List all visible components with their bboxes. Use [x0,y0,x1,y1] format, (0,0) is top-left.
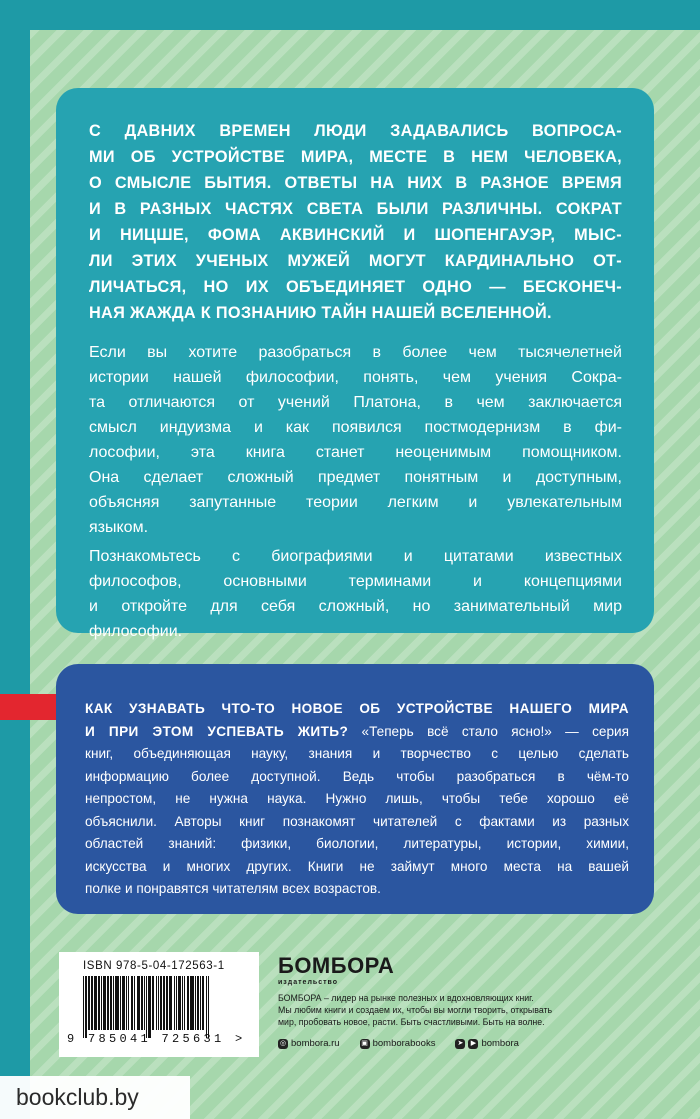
barcode-bar [166,976,167,1030]
social-website[interactable] [278,1038,340,1049]
barcode-bar [174,976,175,1030]
social-website-label: bombora.ru [291,1038,340,1049]
text-line: философии. [89,623,183,640]
barcode-bar [122,976,124,1030]
barcode-bar [146,976,147,1038]
publisher-logo: БОМБОРА [278,953,395,978]
barcode-bar [160,976,161,1030]
barcode-bar [200,976,201,1030]
text-line: лософии, эта книга станет неоценимым помощником. [89,444,622,461]
barcode-bar [137,976,141,1030]
barcode-bar [120,976,121,1030]
barcode-bar [144,976,145,1030]
series-headline: КАК УЗНАВАТЬ ЧТО-ТО НОВОЕ ОБ УСТРОЙСТВЕ НАШЕГО МИРА [85,701,629,716]
barcode-bar [131,976,133,1030]
text-line: та отличаются от учений Платона, в чем заключается [89,394,622,411]
series-line: непростом, не нужна наука. Нужно лишь, чтобы тебе хорошо её [85,791,629,806]
social-books[interactable] [360,1038,436,1049]
series-line [85,721,629,744]
text-line: философов, основными терминами и концепциями [89,573,622,590]
publisher-block [278,955,618,1049]
publisher-text-line: Мы любим книги и создаем их, чтобы вы могли творить, открывать [278,1005,553,1015]
publisher-text-line: БОМБОРА – лидер на рынке полезных и вдохновляющих книг. [278,993,534,1003]
barcode-bar [176,976,177,1030]
barcode-bar [190,976,194,1030]
barcode-bar [101,976,102,1030]
barcode-bar [187,976,189,1030]
intro-line: О СМЫСЛЕ БЫТИЯ. ОТВЕТЫ НА НИХ В РАЗНОЕ ВРЕМЯ [89,174,622,192]
isbn-label: ISBN 978-5-04-172563-1 [83,960,225,972]
series-box [56,664,654,914]
publisher-subtitle: издательство [278,979,338,986]
barcode-bar [178,976,180,1030]
web-icon: ◎ [279,1039,287,1047]
barcode-bar [85,976,86,1038]
intro-line: НАЯ ЖАЖДА К ПОЗНАНИЮ ТАЙН НАШЕЙ ВСЕЛЕННОЙ. [89,304,552,322]
text-line: истории нашей философии, понять, чем учения Сокра- [89,369,622,386]
barcode-bar [202,976,204,1030]
series-line: книг, объединяющая науку, знания и творчество с целью сделать [85,746,629,761]
text-line: языком. [89,519,149,536]
text-line: смысл индуизма и как появился постмодернизм в фи- [89,419,622,436]
intro-line: И НИЦШЕ, ФОМА АКВИНСКИЙ И ШОПЕНГАУЭР, МЫС- [89,226,622,244]
intro-line: ЛИЧАТЬСЯ, НО ИХ ОБЪЕДИНЯЕТ ОДНО — БЕСКОНЕЧ- [89,278,622,296]
barcode-bar [83,976,84,1038]
barcode-bar [126,976,127,1030]
barcode-bar [113,976,114,1030]
barcode-bar [115,976,119,1030]
barcode-bar [134,976,135,1030]
barcode-bar [197,976,198,1030]
barcode-bar [184,976,185,1030]
barcode-bar [169,976,173,1030]
barcode-bar [208,976,209,1038]
barcode-bar [182,976,183,1030]
intro-caps-paragraph [89,118,622,326]
series-line: областей знаний: физики, биологии, литературы, истории, химии, [85,836,629,851]
intro-line: ЛИ ЭТИХ УЧЕНЫХ МУЖЕЙ МОГУТ КАРДИНАЛЬНО ОТ- [89,252,622,270]
barcode-bar [163,976,165,1030]
series-paragraph [85,698,629,901]
invitation-paragraph [89,544,622,644]
intro-line: С ДАВНИХ ВРЕМЕН ЛЮДИ ЗАДАВАЛИСЬ ВОПРОСА- [89,122,622,140]
text-line: Познакомьтесь с биографиями и цитатами известных [89,548,622,565]
series-line: полке и понравятся читателям всех возрастов. [85,881,381,896]
series-headline-2: И ПРИ ЭТОМ УСПЕВАТЬ ЖИТЬ? [85,723,349,739]
barcode-bar [110,976,111,1030]
vk-icon: ▶ [468,1039,478,1049]
social-bombora-label: bombora [481,1038,519,1049]
text-line: объясняя запутанные теории легким и увлекательным [89,494,622,511]
social-links [278,1038,618,1049]
series-line: объяснили. Авторы книг познакомят читателей с фактами из разных [85,813,629,829]
barcode-bar [148,976,150,1038]
barcode-bar [156,976,157,1030]
social-bombora[interactable] [455,1038,519,1049]
series-line-rest: «Теперь всё стало ясно!» — серия [348,723,629,739]
barcode-bar [158,976,159,1030]
text-line: Если вы хотите разобраться в более чем тысячелетней [89,344,622,361]
barcode-card [59,952,259,1057]
barcode-digits: 9 785041 725631 > [67,1032,246,1046]
social-books-label: bomborabooks [372,1038,436,1049]
barcode-bar [206,976,207,1038]
intro-line: МИ ОБ УСТРОЙСТВЕ МИРА, МЕСТЕ В НЕМ ЧЕЛОВЕКА, [89,148,622,166]
text-line: Она сделает сложный предмет понятным и доступным, [89,469,622,486]
barcode-bar [141,976,142,1030]
barcode-bar [107,976,109,1030]
series-line: искусства и многих других. Книги не займут много места на вашей [85,858,629,874]
barcode-bar [88,976,90,1030]
description-paragraph [89,340,622,540]
barcode-bar [94,976,98,1030]
text-line: и откройте для себя сложный, но занимательный мир [89,598,622,615]
barcode-bar [128,976,129,1030]
barcode-bar [91,976,92,1030]
watermark: bookclub.by [0,1076,190,1119]
series-headline-line [85,698,629,721]
publisher-text-line: мир, пробовать новое, расти. Быть счастливыми. Быть на волне. [278,1017,545,1027]
barcode-bar [152,976,154,1030]
description-box [56,88,654,640]
series-line: информацию более доступной. Ведь чтобы разобраться в чём-то [85,768,629,784]
barcode-bar [195,976,196,1030]
social-network-icon: ▣ [361,1039,368,1047]
publisher-text [278,992,618,1028]
barcode-bars [83,976,251,1036]
telegram-icon: ➤ [455,1039,465,1049]
barcode-bar [98,976,99,1030]
intro-line: И В РАЗНЫХ ЧАСТЯХ СВЕТА БЫЛИ РАЗЛИЧНЫ. СОКРАТ [89,200,622,218]
barcode-bar [103,976,105,1030]
